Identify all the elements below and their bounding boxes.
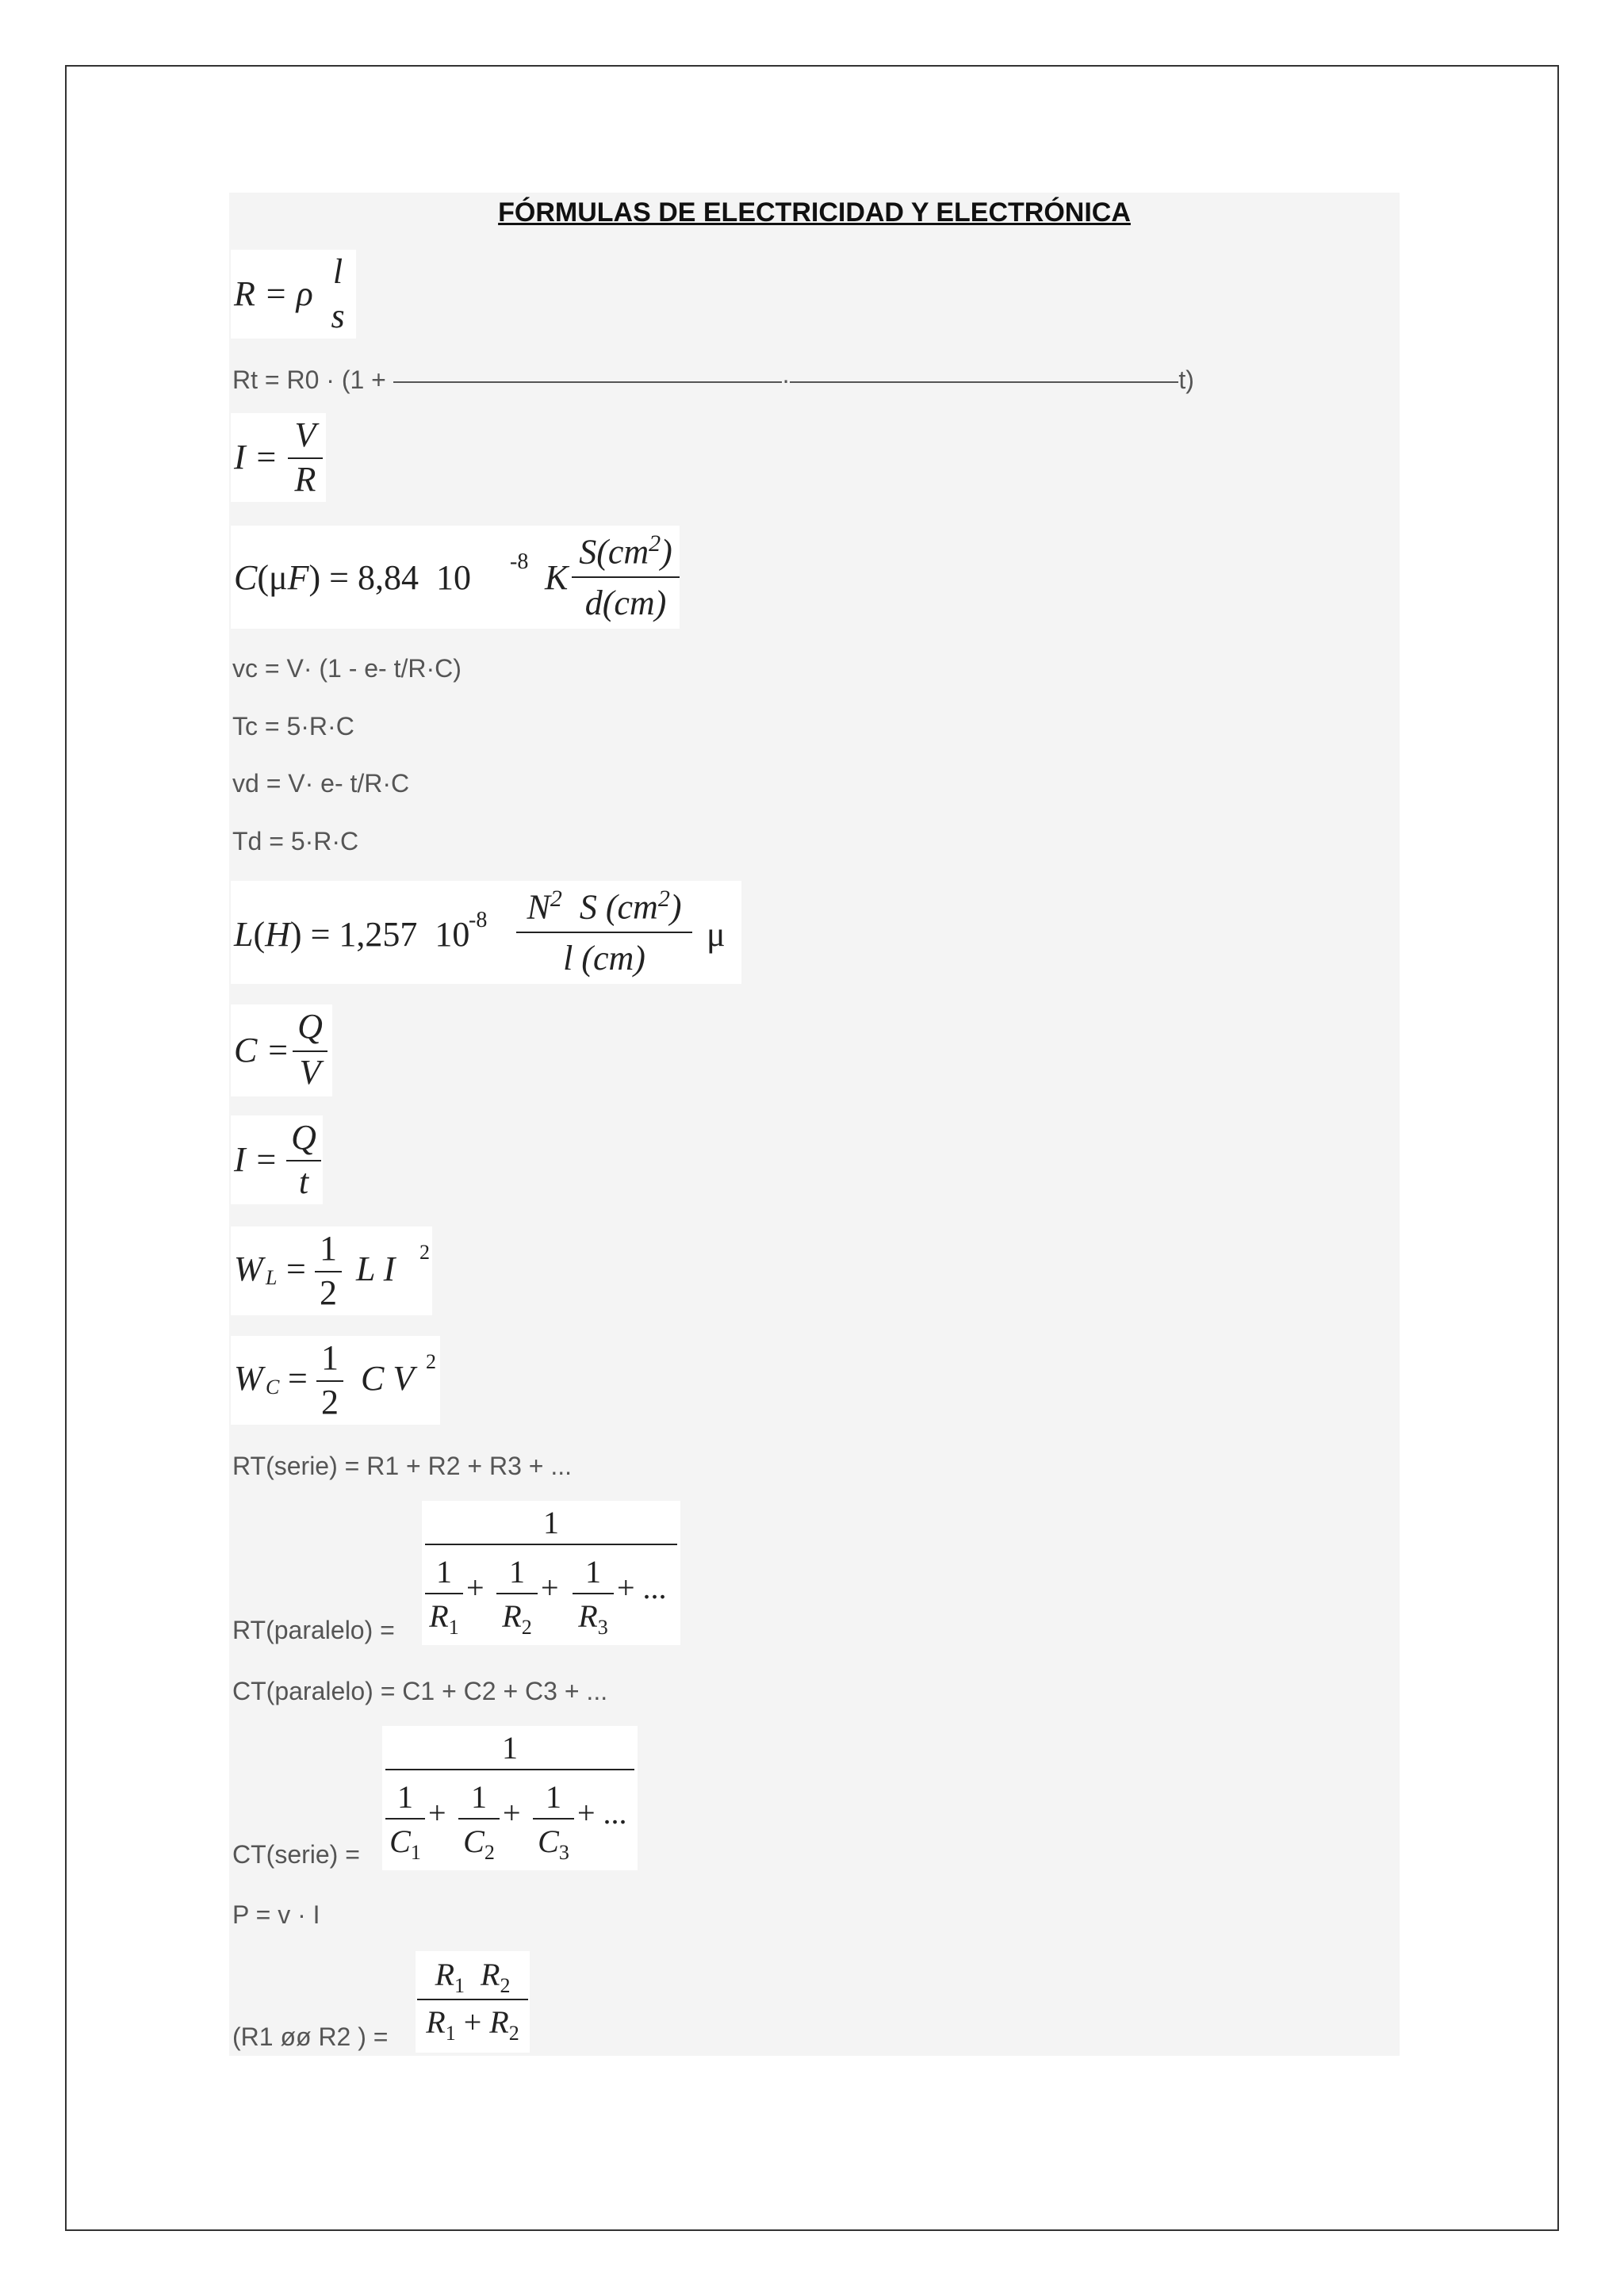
inductance-num xyxy=(516,886,692,928)
rt-term1-den xyxy=(425,1598,463,1640)
ct-plus-1: + xyxy=(428,1795,446,1831)
inductance-num-a-exp: 2 xyxy=(550,886,562,912)
r-parallel-num xyxy=(416,1956,530,1998)
r-parallel-den xyxy=(416,2003,530,2045)
capacitance-den: d(cm) xyxy=(584,584,667,622)
resistivity-lhs: R = ρ xyxy=(234,274,313,313)
rt-term1-den-letter: R xyxy=(429,1598,449,1634)
wl-eq: = xyxy=(286,1249,306,1288)
inductance-mu: μ xyxy=(707,915,726,954)
formula-tc: Tc = 5·R·C xyxy=(232,712,354,740)
ct-term1-den xyxy=(385,1823,425,1865)
inductance-num-end: ) xyxy=(669,887,682,927)
rt-term1-bar xyxy=(425,1593,463,1594)
ohm-lhs: I = xyxy=(234,438,278,476)
rt-term3-num: 1 xyxy=(585,1554,601,1590)
rt-term3-den-letter: R xyxy=(578,1598,598,1634)
capacitance-k: K xyxy=(545,558,569,597)
formula-inductance xyxy=(231,881,741,984)
ct-term3-bar xyxy=(533,1818,574,1820)
formula-wc xyxy=(231,1336,440,1425)
wl-den: 2 xyxy=(320,1273,337,1312)
wc-num: 1 xyxy=(321,1338,339,1377)
formula-ohm xyxy=(231,413,326,502)
ct-term1-den-sub: 1 xyxy=(410,1841,421,1864)
ct-serie-bar xyxy=(385,1769,634,1770)
rt-term2-den-sub: 2 xyxy=(521,1616,532,1639)
formula-rt-serie: RT(serie) = R1 + R2 + R3 + ... xyxy=(232,1452,573,1480)
wl-lhs: W xyxy=(234,1249,263,1288)
inductance-num-b-exp: 2 xyxy=(657,886,670,912)
rt-term2-den-letter: R xyxy=(502,1598,522,1634)
formula-wl xyxy=(231,1226,432,1315)
inductance-bar xyxy=(516,932,692,933)
ct-term2-bar xyxy=(458,1818,500,1820)
ct-term1-num: 1 xyxy=(397,1779,413,1815)
formula-vc: vc = V· (1 - e- t/R·C) xyxy=(232,654,462,683)
ct-plus-end: + ... xyxy=(577,1795,627,1831)
wc-lhs: W xyxy=(234,1359,263,1398)
wc-rest: C V xyxy=(361,1359,415,1398)
rt-term1-num: 1 xyxy=(436,1554,452,1590)
r-parallel-label: (R1 øø R2 ) = xyxy=(232,2022,389,2051)
ct-plus-2: + xyxy=(503,1795,521,1831)
rt-blank-2 xyxy=(790,381,1178,383)
capacitance-num-text: S(cm xyxy=(579,532,649,572)
formula-rt xyxy=(232,365,1194,395)
rt-suffix: t) xyxy=(1178,365,1194,394)
inductance-exp: -8 xyxy=(469,908,488,932)
rt-term3-den xyxy=(573,1598,614,1640)
formula-rt-paralelo xyxy=(422,1501,680,1645)
formula-resistivity xyxy=(231,250,356,339)
r-parallel-den-plus: + xyxy=(463,2004,482,2040)
r-parallel-den-a-sub: 1 xyxy=(445,2022,456,2045)
formula-ct-paralelo: CT(paralelo) = C1 + C2 + C3 + ... xyxy=(232,1677,608,1705)
wl-exp: 2 xyxy=(419,1241,430,1264)
capacitance-num-end: ) xyxy=(661,532,672,572)
formula-ct-serie xyxy=(382,1726,638,1870)
rt-blank-1 xyxy=(393,381,782,383)
ct-term2-den-sub: 2 xyxy=(484,1841,495,1864)
iq-num: Q xyxy=(291,1118,316,1157)
rt-plus-2: + xyxy=(541,1570,559,1605)
wl-num: 1 xyxy=(320,1229,337,1268)
iq-lhs: I = xyxy=(234,1140,278,1179)
resistivity-num: l xyxy=(332,252,343,291)
ct-term3-num: 1 xyxy=(546,1779,561,1815)
capacitance-lhs: C(μF) = 8,84 10 xyxy=(234,558,471,597)
rt-term2-bar xyxy=(496,1593,538,1594)
ct-term2-num: 1 xyxy=(471,1779,487,1815)
rt-term1-den-sub: 1 xyxy=(448,1616,459,1639)
rt-term2-num: 1 xyxy=(509,1554,525,1590)
rt-paralelo-label: RT(paralelo) = xyxy=(232,1616,395,1644)
rt-term3-bar xyxy=(573,1593,614,1594)
ct-term3-den-letter: C xyxy=(538,1823,559,1859)
inductance-den: l (cm) xyxy=(563,939,645,978)
formula-vd: vd = V· e- t/R·C xyxy=(232,769,410,798)
r-parallel-den-a: R xyxy=(426,2004,446,2040)
capacitance-exp: -8 xyxy=(510,549,529,574)
rt-term3-den-sub: 3 xyxy=(597,1616,608,1639)
r-parallel-den-b: R xyxy=(489,2004,509,2040)
capacitance-num-exp: 2 xyxy=(649,530,661,557)
rt-plus-1: + xyxy=(466,1570,485,1605)
cq-lhs: C = xyxy=(234,1031,290,1070)
ct-term2-den xyxy=(458,1823,500,1865)
ct-serie-num: 1 xyxy=(502,1730,518,1766)
ct-term3-den xyxy=(533,1823,574,1865)
wl-sub: L xyxy=(266,1266,278,1289)
cq-num: Q xyxy=(297,1007,323,1046)
r-parallel-num-a: R xyxy=(435,1957,454,1992)
ct-term2-den-letter: C xyxy=(463,1823,485,1859)
formula-power: P = v · I xyxy=(232,1900,320,1929)
capacitance-num xyxy=(572,530,680,572)
rt-prefix: Rt = R0 · (1 + xyxy=(232,365,386,394)
rt-plus-end: + ... xyxy=(617,1570,667,1605)
inductance-lhs: L(H) = 1,257 10 xyxy=(234,915,470,954)
document-title: FÓRMULAS DE ELECTRICIDAD Y ELECTRÓNICA xyxy=(498,197,1131,228)
ohm-den: R xyxy=(294,460,316,499)
wl-rest: L I xyxy=(356,1249,396,1288)
wc-den: 2 xyxy=(321,1383,339,1422)
document-content xyxy=(229,193,1400,2056)
ct-serie-label: CT(serie) = xyxy=(232,1840,360,1869)
ohm-num: V xyxy=(294,415,316,454)
ct-term1-den-letter: C xyxy=(389,1823,411,1859)
ct-term1-bar xyxy=(385,1818,425,1820)
cq-den: V xyxy=(299,1053,321,1092)
inductance-num-a: N xyxy=(527,887,550,927)
formula-td: Td = 5·R·C xyxy=(232,827,359,855)
rt-term2-den xyxy=(496,1598,538,1640)
formula-cq xyxy=(231,1004,332,1096)
r-parallel-den-b-sub: 2 xyxy=(508,2022,519,2045)
formula-iq xyxy=(231,1115,323,1204)
formula-r-parallel xyxy=(416,1951,530,2053)
wc-eq: = xyxy=(288,1359,308,1398)
wc-sub: C xyxy=(266,1376,280,1399)
r-parallel-bar xyxy=(417,1999,528,2000)
capacitance-bar xyxy=(572,576,680,578)
inductance-num-b: S (cm xyxy=(579,887,658,927)
rt-paralelo-num: 1 xyxy=(543,1505,559,1540)
r-parallel-num-b: R xyxy=(481,1957,500,1992)
wc-exp: 2 xyxy=(426,1350,436,1373)
rt-paralelo-bar xyxy=(425,1544,677,1545)
rt-dot: · xyxy=(781,365,791,394)
formula-capacitance xyxy=(231,526,680,629)
ct-term3-den-sub: 3 xyxy=(558,1841,569,1864)
r-parallel-num-b-sub: 2 xyxy=(500,1974,511,1997)
iq-den: t xyxy=(298,1162,309,1201)
r-parallel-num-a-sub: 1 xyxy=(454,1974,465,1997)
resistivity-den: s xyxy=(331,297,345,335)
